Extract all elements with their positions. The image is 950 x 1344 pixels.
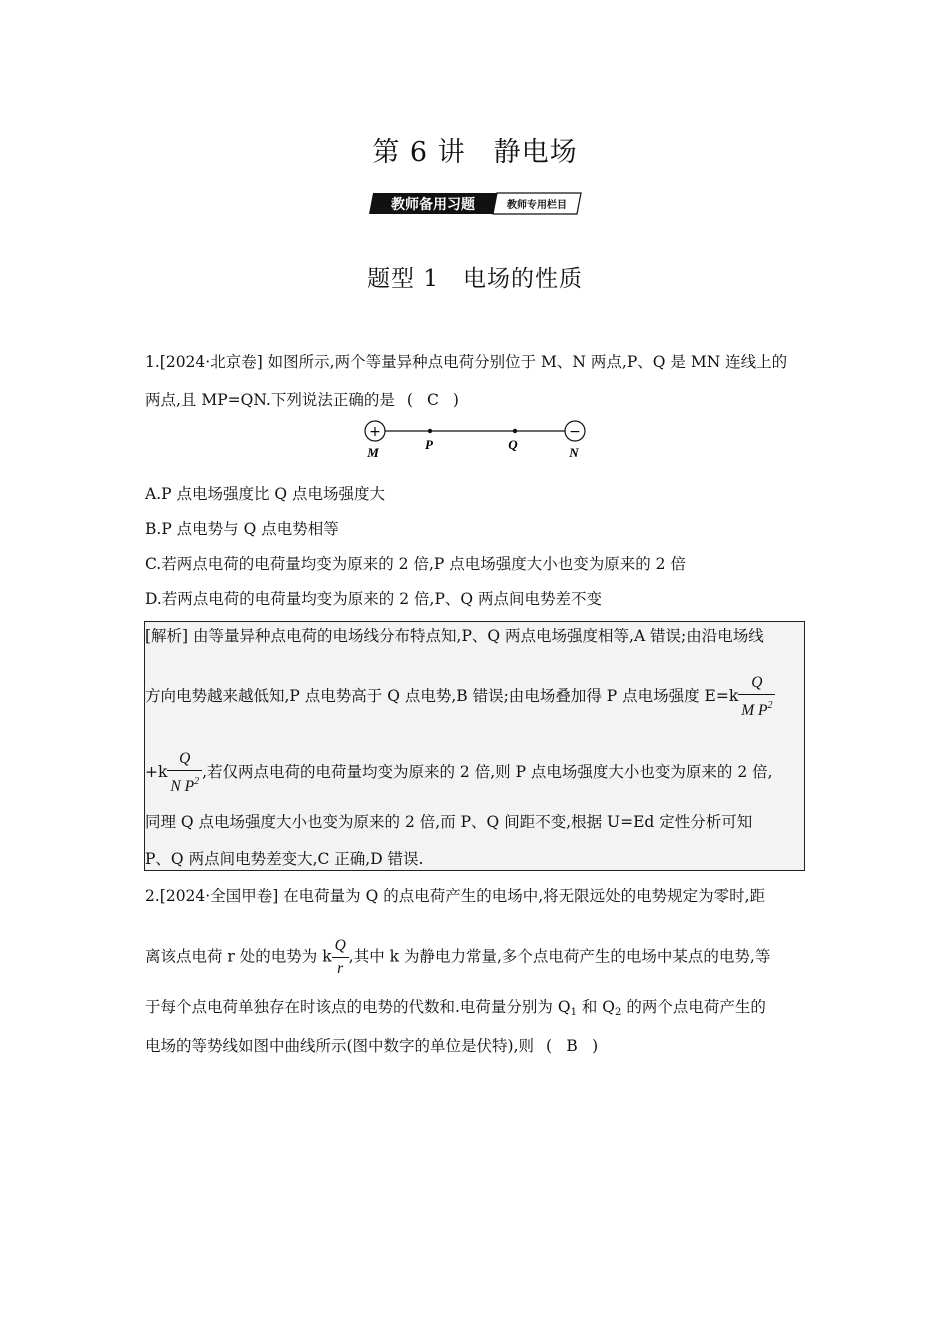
q2-line1: 2.[2024·全国甲卷] 在电荷量为 Q 的点电荷产生的电场中,将无限远处的电势规定为零时,距 xyxy=(145,887,766,905)
analysis-line3-prefix: +k xyxy=(145,763,168,781)
q2-line3-suffix: 的两个点电荷产生的 xyxy=(621,998,766,1016)
frac1-sup: 2 xyxy=(767,700,773,711)
q1-option-a: A.P 点电场强度比 Q 点电场强度大 xyxy=(145,485,386,503)
q2-line4 xyxy=(145,1036,598,1056)
q2-line3-prefix: 于每个点电荷单独存在时该点的电势的代数和.电荷量分别为 Q xyxy=(145,998,571,1016)
q1-option-b: B.P 点电势与 Q 点电势相等 xyxy=(145,520,339,538)
frac2-sup: 2 xyxy=(194,776,200,787)
q1-answer: C xyxy=(426,391,439,409)
q2-frac-den: r xyxy=(332,957,349,980)
q2-line4-text: 电场的等势线如图中曲线所示(图中数字的单位是伏特),则 xyxy=(145,1037,535,1055)
q1-stem-text: 两点,且 MP=QN.下列说法正确的是 xyxy=(145,391,395,409)
frac1-num: Q xyxy=(751,674,763,691)
q2-line3 xyxy=(145,997,766,1023)
analysis-line2-text: 方向电势越来越低知,P 点电势高于 Q 点电势,B 错误;由电场叠加得 P 点电场强度 E=k xyxy=(145,687,739,705)
frac1-den-text: M P xyxy=(741,702,768,719)
q1-option-c: C.若两点电荷的电荷量均变为原来的 2 倍,P 点电场强度大小也变为原来的 2 倍 xyxy=(145,555,686,573)
frac2-num: Q xyxy=(179,750,191,767)
label-n: N xyxy=(569,445,579,460)
label-q: Q xyxy=(508,437,518,452)
minus-sign: − xyxy=(569,424,581,440)
q1-stem-line2 xyxy=(145,390,459,410)
q2-line3-mid: 和 Q xyxy=(576,998,616,1016)
q2-sub1: 1 xyxy=(570,1007,577,1018)
q1-answer-bracket: ( C ) xyxy=(406,391,459,409)
plus-sign: + xyxy=(369,424,381,440)
q2-answer-bracket: ( B ) xyxy=(546,1037,599,1055)
analysis-line4: 同理 Q 点电场强度大小也变为原来的 2 倍,而 P、Q 间距不变,根据 U=Ed 定性分析可知 xyxy=(145,813,753,831)
label-p: P xyxy=(425,437,433,452)
fraction-q-over-r xyxy=(332,935,349,980)
q1-option-d: D.若两点电荷的电荷量均变为原来的 2 倍,P、Q 两点间电势差不变 xyxy=(145,590,603,608)
frac2-den xyxy=(167,770,202,798)
q1-stem-line1: 1.[2024·北京卷] 如图所示,两个等量异种点电荷分别位于 M、N 两点,P、Q 是 MN 连线上的 xyxy=(145,353,788,371)
analysis-line3-suffix: ,若仅两点电荷的电荷量均变为原来的 2 倍,则 P 点电场强度大小也变为原来的 2 倍, xyxy=(202,763,773,781)
q2-line2 xyxy=(145,935,770,980)
column-banner xyxy=(367,190,583,217)
analysis-line5: P、Q 两点间电势差变大,C 正确,D 错误. xyxy=(145,850,424,868)
analysis-line2 xyxy=(145,672,775,722)
point-p-dot xyxy=(428,429,432,433)
banner-main-text: 教师备用习题 xyxy=(391,197,475,213)
q2-sub2: 2 xyxy=(615,1007,622,1018)
q1-charge-diagram xyxy=(360,418,590,462)
frac1-den xyxy=(738,694,775,722)
banner-sub-text: 教师专用栏目 xyxy=(507,200,567,211)
fraction-q-over-np2 xyxy=(167,748,202,798)
analysis-line1: [解析] 由等量异种点电荷的电场线分布特点知,P、Q 两点电场强度相等,A 错误;由沿电场线 xyxy=(145,627,764,645)
point-q-dot xyxy=(513,429,517,433)
fraction-q-over-mp2 xyxy=(738,672,775,722)
analysis-line3 xyxy=(145,748,773,798)
page-title: 第 6 讲 静电场 xyxy=(372,137,578,168)
frac2-den-text: N P xyxy=(170,778,195,795)
label-m: M xyxy=(367,445,379,460)
q2-line2-suffix: ,其中 k 为静电力常量,多个点电荷产生的电场中某点的电势,等 xyxy=(348,947,771,966)
q2-answer: B xyxy=(566,1037,578,1055)
section-title: 题型 1 电场的性质 xyxy=(367,266,583,292)
q2-frac-num: Q xyxy=(334,937,346,954)
q1-analysis-box xyxy=(144,621,805,871)
q2-line2-prefix: 离该点电荷 r 处的电势为 k xyxy=(145,947,332,966)
